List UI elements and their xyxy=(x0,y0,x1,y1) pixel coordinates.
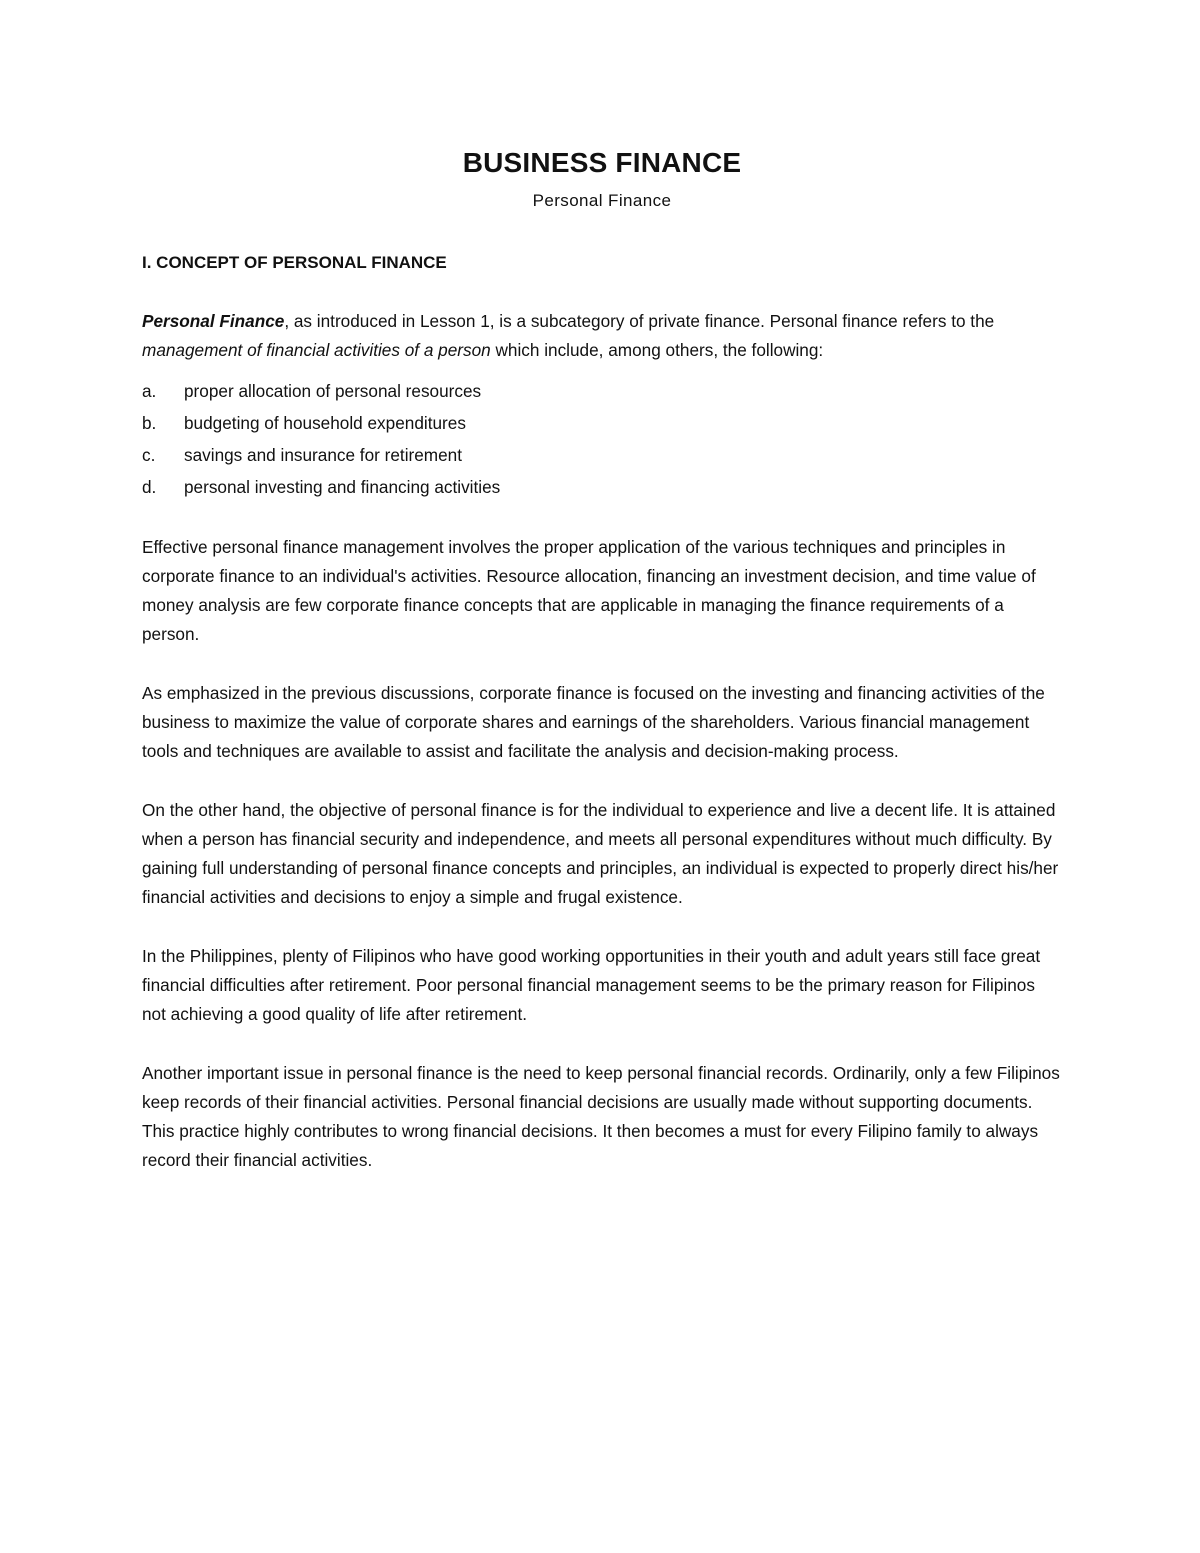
list-item xyxy=(142,439,1062,471)
list-marker: a. xyxy=(142,381,157,401)
body-paragraph: As emphasized in the previous discussions, corporate finance is focused on the investing and financing activities of the business to maximize the value of corporate shares and earnings of the shareholders. Various financial management tools and techniques are available to assist and facilitate the analysis and decision-making process. xyxy=(142,683,1045,761)
body-paragraph: On the other hand, the objective of personal finance is for the individual to experience and live a decent life. It is attained when a person has financial security and independence, and meets all personal expenditures without much difficulty. By gaining full understanding of personal finance concepts and principles, an individual is expected to properly direct his/her financial activities and decisions to enjoy a simple and frugal existence. xyxy=(142,800,1059,907)
section-heading: I. CONCEPT OF PERSONAL FINANCE xyxy=(142,253,447,272)
document-content xyxy=(142,145,1062,1175)
document-title: BUSINESS FINANCE xyxy=(462,147,742,178)
intro-paragraph xyxy=(142,307,1062,365)
document-subtitle: Personal Finance xyxy=(532,191,672,210)
list-item xyxy=(142,407,1062,439)
list-item-text: proper allocation of personal resources xyxy=(184,381,482,401)
body-paragraph: Another important issue in personal finance is the need to keep personal financial records. Ordinarily, only a few Filipinos keep records of their financial activities. Personal financial decisions are usually made without supporting documents. This practice highly contributes to wrong financial decisions. It then becomes a must for every Filipino family to always record their financial activities. xyxy=(142,1063,1060,1170)
list-item-text: savings and insurance for retirement xyxy=(184,445,463,465)
activities-list xyxy=(142,375,1062,503)
list-marker: c. xyxy=(142,445,156,465)
list-item-text: budgeting of household expenditures xyxy=(184,413,466,433)
list-item-text: personal investing and financing activities xyxy=(184,477,501,497)
intro-text-2: which include, among others, the following: xyxy=(490,340,824,360)
intro-term: Personal Finance xyxy=(142,311,285,331)
list-marker: d. xyxy=(142,477,157,497)
intro-text-1: , as introduced in Lesson 1, is a subcategory of private finance. Personal finance refers to the xyxy=(284,311,995,331)
list-item xyxy=(142,471,1062,503)
intro-emphasis: management of financial activities of a person xyxy=(142,340,491,360)
list-item xyxy=(142,375,1062,407)
body-paragraph: Effective personal finance management involves the proper application of the various techniques and principles in corporate finance to an individual's activities. Resource allocation, financing an investment decision, and time value of money analysis are few corporate finance concepts that are applicable in managing the finance requirements of a person. xyxy=(142,537,1036,644)
body-paragraph: In the Philippines, plenty of Filipinos who have good working opportunities in their youth and adult years still face great financial difficulties after retirement. Poor personal financial management seems to be the primary reason for Filipinos not achieving a good quality of life after retirement. xyxy=(142,946,1041,1024)
list-marker: b. xyxy=(142,413,157,433)
